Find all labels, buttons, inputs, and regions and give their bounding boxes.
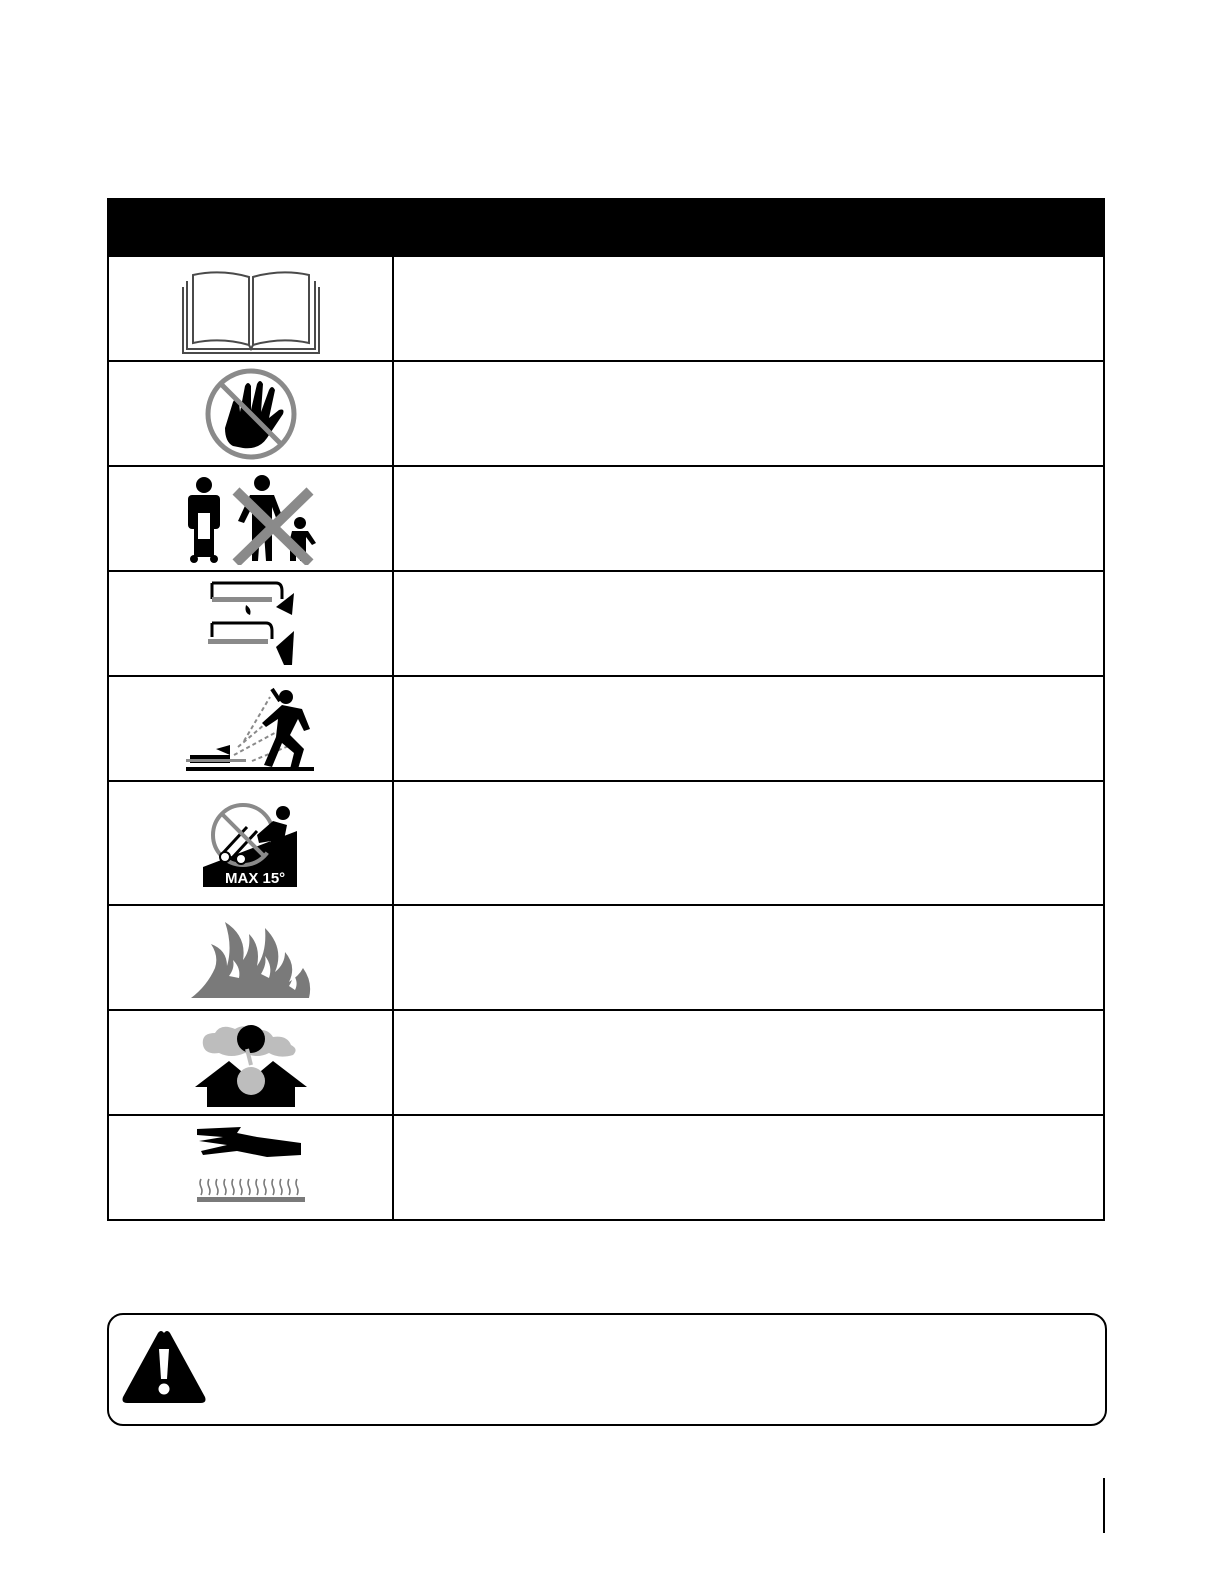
symbol-cell [108, 1115, 393, 1220]
warning-box [107, 1313, 1107, 1426]
symbol-cell [108, 466, 393, 571]
table-row [108, 361, 1104, 466]
table-row [108, 781, 1104, 905]
symbol-cell [108, 676, 393, 781]
warning-triangle-icon [121, 1329, 207, 1405]
symbol-cell [108, 781, 393, 905]
symbol-cell [108, 905, 393, 1010]
description-cell [393, 1010, 1104, 1115]
description-cell [393, 1115, 1104, 1220]
safety-symbols-table [107, 198, 1105, 1221]
page-number-rule [1103, 1478, 1105, 1533]
table-row [108, 676, 1104, 781]
header-symbol [108, 199, 393, 256]
table-row [108, 1010, 1104, 1115]
toxic-fumes-icon [195, 1019, 307, 1107]
table-row [108, 256, 1104, 361]
fire-hazard-icon [189, 916, 313, 1000]
description-cell [393, 256, 1104, 361]
description-cell [393, 905, 1104, 1010]
table-row [108, 905, 1104, 1010]
description-cell [393, 361, 1104, 466]
symbol-cell [108, 361, 393, 466]
description-cell [393, 466, 1104, 571]
description-cell [393, 676, 1104, 781]
table-header-row [108, 199, 1104, 256]
thrown-objects-icon [186, 683, 316, 775]
cutting-blade-hazard-icon [206, 579, 296, 669]
header-description [393, 199, 1104, 256]
slope-max-label: MAX 15° [224, 870, 285, 887]
symbol-cell [108, 571, 393, 676]
table-row [108, 1115, 1104, 1220]
slope-max-15-icon [203, 797, 299, 889]
symbol-cell [108, 256, 393, 361]
description-cell [393, 781, 1104, 905]
keep-bystanders-away-icon [184, 473, 318, 565]
table-row [108, 466, 1104, 571]
description-cell [393, 571, 1104, 676]
symbol-cell [108, 1010, 393, 1115]
table-row [108, 571, 1104, 676]
operators-manual-icon [181, 263, 321, 355]
hot-surface-icon [197, 1125, 305, 1211]
no-hands-rotating-parts-icon [203, 366, 299, 462]
